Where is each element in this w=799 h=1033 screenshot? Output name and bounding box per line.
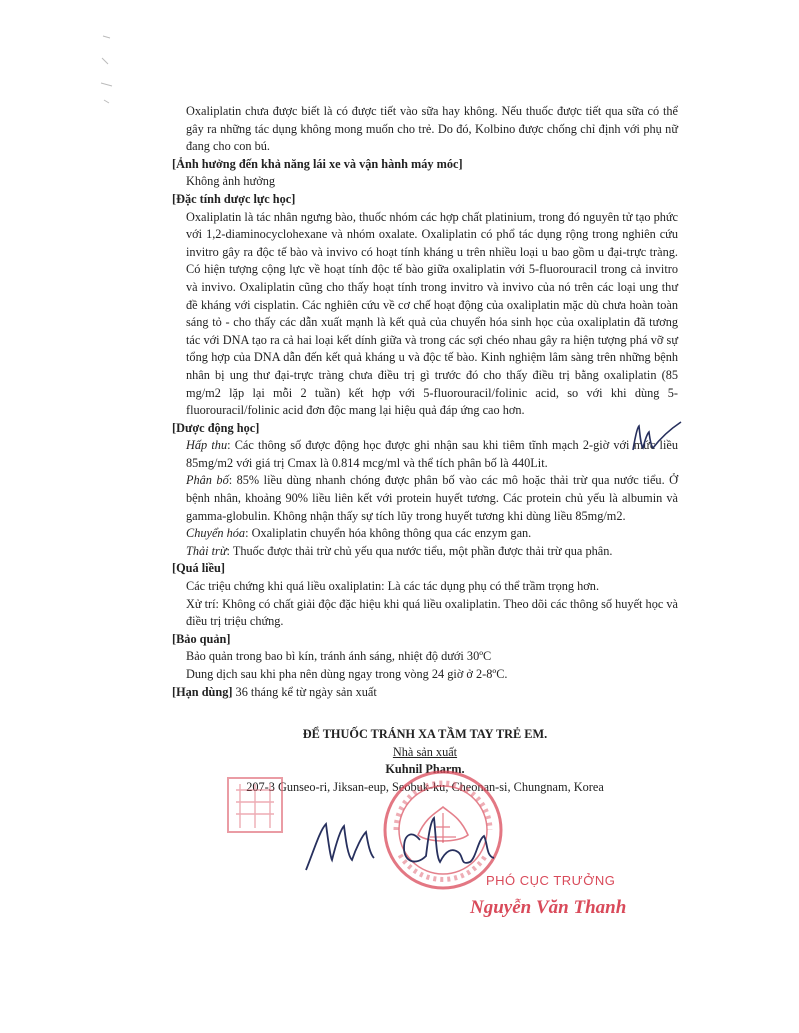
initials-signature-icon [625, 418, 685, 458]
pharmacodynamics-heading: [Đặc tính dược lực học] [172, 191, 296, 206]
elimination-text: : Thuốc được thải trừ chủ yếu qua nước tiểu, một phần được thải trừ qua phân. [226, 543, 613, 558]
pharmacodynamics-text: Oxaliplatin là tác nhân ngưng bào, thuốc nhóm các hợp chất platinium, trong đó nguyên tử tạo phức với 1,2-diaminocyclohexane và nhóm oxalate. Oxaliplatin có phổ tác dụng rộng trong nghiên cứu invitro gây ra độc tế bào và invivo có hoạt tính kháng u trên nhiều loại u bao gồm u đại-trực tràng. Có hiện tượng cộng lực về hoạt tính độc tế bào giữa oxaliplatin với 5-fluorouracil trong cả invitro và invivo. Oxaliplatin cũng cho thấy hoạt tính trong invitro và invivo của nó trên các loại ung thư đề kháng với cisplatin. Các nghiên cứu về cơ chế hoạt động của oxaliplatin mặc dù chưa hoàn toàn sáng tỏ - cho thấy các dẫn xuất mạnh là kết quả của chuyển hóa sinh học của oxaliplatin đã tương tác với DNA tạo ra cả hai loại kết dính giữa và trong các sợi chéo nhau gây ra hiện tượng phá vỡ sự tổng hợp của DNA dẫn đến kết quả kháng u và độc tế bào. Kinh nghiệm lâm sàng trên những bệnh nhân bị ung thư đại-trực tràng chưa điều trị gì trước đó cho thấy điều trị bằng oxaliplatin (85 mg/m2 lặp lại mỗi 2 tuần) kết hợp với 5-fluorouracil/folinic acid, so với khi dùng 5-fluorouracil/folinic acid đơn độc mang lại hiệu quả đáp ứng cao hơn. [186, 209, 678, 418]
distribution-text: : 85% liều dùng nhanh chóng được phân bố vào các mô hoặc thải trừ qua nước tiểu. Ở bệnh nhân, khoảng 90% liều liên kết với protein huyết tương. Các protein chủ yếu là albumin và gamma-globulin. Không nhận thấy sự tích lũy trong huyết tương khi dùng liều 85mg/m2. [186, 473, 678, 523]
elimination-paragraph [172, 543, 678, 561]
metabolism-paragraph [172, 525, 678, 543]
storage-line-1: Bảo quản trong bao bì kín, tránh ánh sáng, nhiệt độ dưới 30ºC [186, 649, 492, 664]
overdose-heading: [Quá liều] [172, 561, 225, 576]
absorption-paragraph [172, 437, 678, 472]
expiry-line [172, 684, 678, 702]
storage-line-2: Dung dịch sau khi pha nên dùng ngay trong vòng 24 giờ ở 2-8ºC. [186, 667, 508, 681]
company-stamp-icon [220, 770, 290, 840]
metabolism-text: : Oxaliplatin chuyển hóa không thông qua các enzym gan. [245, 526, 532, 541]
manufacturer-name: Kuhnil Pharm. [385, 762, 465, 776]
manufacturer-label: Nhà sản xuất [392, 745, 458, 759]
absorption-label: Hấp thu [186, 438, 228, 453]
storage-heading: [Bảo quản] [172, 631, 231, 646]
distribution-paragraph [172, 472, 678, 525]
manufacturer-address: 207-3 Gunseo-ri, Jiksan-eup, Seobuk-ku, Cheonan-si, Chungnam, Korea [246, 780, 604, 794]
signer-name: Nguyễn Văn Thanh [470, 897, 627, 918]
expiry-text: 36 tháng kể từ ngày sản xuất [232, 684, 377, 699]
elimination-label: Thải trừ [186, 543, 227, 558]
expiry-heading: [Hạn dùng] [172, 684, 233, 699]
scan-mark-icon [98, 28, 128, 108]
distribution-label: Phân bố [186, 473, 229, 488]
overdose-symptoms: Các triệu chứng khi quá liều oxaliplatin: Là các tác dụng phụ có thể trầm trọng hơn. [186, 579, 600, 594]
pharmacokinetics-heading: [Dược động học] [172, 420, 260, 435]
document-body [172, 103, 678, 701]
metabolism-label: Chuyển hóa [186, 526, 246, 541]
overdose-treatment: Xử trí: Không có chất giải độc đặc hiệu khi quá liều oxaliplatin. Theo dõi các thông số huyết học và điều trị triệu chứng. [186, 596, 678, 629]
driving-heading: [Ảnh hưởng đến khả năng lái xe và vận hành máy móc] [172, 156, 463, 171]
signer-title: PHÓ CỤC TRƯỞNG [486, 873, 616, 888]
absorption-text: : Các thông số được động học được ghi nhận sau khi tiêm tĩnh mạch 2-giờ với mức liều 85mg/m2 với giá trị Cmax là 0.814 mcg/ml và thể tích phân bố là 440Lit. [186, 438, 679, 470]
driving-text: Không ảnh hưởng [186, 174, 275, 189]
lactation-paragraph: Oxaliplatin chưa được biết là có được tiết vào sữa hay không. Nếu thuốc được tiết qua sữa có thể gây ra những tác dụng không mong muốn cho trẻ. Do đó, Kolbino được chống chỉ định với phụ nữ đang cho con bú. [186, 104, 678, 154]
child-warning: ĐỂ THUỐC TRÁNH XA TẦM TAY TRẺ EM. [302, 727, 548, 741]
